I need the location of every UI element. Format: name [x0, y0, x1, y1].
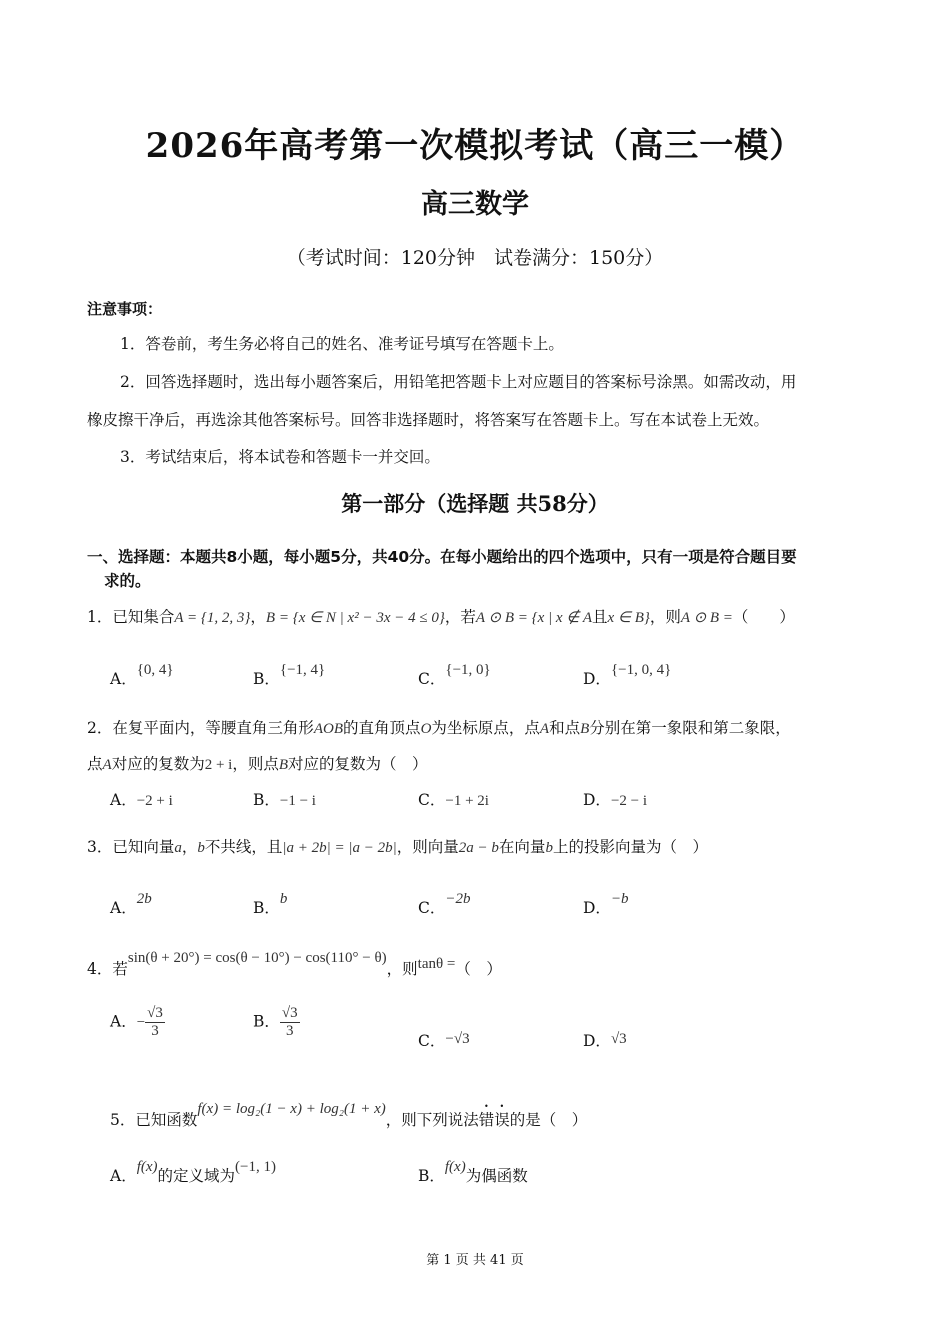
notice-item-2: 2．回答选择题时，选出每小题答案后，用铅笔把答题卡上对应题目的答案标号涂黑。如需改动，用: [120, 373, 797, 391]
exam-info: （考试时间：120分钟 试卷满分：150分）: [286, 247, 664, 269]
question-4: 4．若sin(θ + 20°) = cos(θ − 10°) − cos(110° − θ)，则tanθ =（ ）: [87, 950, 502, 978]
set-a: A = {1, 2, 3}: [174, 610, 251, 626]
q2-option-c: C．−1 + 2i: [418, 791, 489, 809]
notice-item-2-cont: 橡皮擦干净后，再选涂其他答案标号。回答非选择题时，将答案写在答题卡上。写在本试卷上无效。: [87, 411, 770, 429]
q5-option-b: B．f(x)为偶函数: [418, 1159, 528, 1185]
question-2: 2．在复平面内，等腰直角三角形AOB的直角顶点O为坐标原点，点A和点B分别在第一象限和第二象限，: [87, 719, 791, 737]
part-instructions-cont: 求的。: [104, 572, 151, 590]
q2-option-d: D．−2 − i: [583, 791, 648, 809]
subject-title: 高三数学: [421, 189, 529, 220]
q5-option-a: A．f(x)的定义域为(−1, 1): [110, 1159, 276, 1185]
q4-option-d: D．√3: [583, 1031, 627, 1050]
q3-option-b: B．b: [253, 891, 288, 917]
notice-item-1: 1．答卷前，考生务必将自己的姓名、准考证号填写在答题卡上。: [120, 335, 564, 353]
question-5: 5．已知函数f(x) = log₂(1 − x) + log₂(1 + x)，则下列说法错误的是（ ）: [110, 1101, 588, 1129]
q4-option-a: A．− $\frac{√3}{3}$: [110, 1005, 163, 1039]
q4-option-b: B． $\frac{√3}{3}$: [253, 1005, 298, 1039]
question-1: 1．已知集合A = {1, 2, 3}，B = {x ∈ N | x² − 3x − 4 ≤ 0}，若A ⊙ B = {x | x ∉ A且x ∈ B}，则A ⊙ B =（ ）: [87, 608, 795, 626]
question-3: 3．已知向量a，b不共线，且|a + 2b| = |a − 2b|，则向量2a − b在向量b上的投影向量为（ ）: [87, 838, 708, 856]
q3-option-a: A．2b: [110, 891, 152, 917]
notice-heading: 注意事项：: [87, 300, 163, 318]
set-b: B = {x ∈ N | x² − 3x − 4 ≤ 0}: [265, 610, 445, 626]
section-title: 第一部分（选择题 共58分）: [341, 491, 609, 516]
q1-option-c: C．{−1, 0}: [418, 662, 491, 688]
q3-option-c: C．−2b: [418, 891, 471, 917]
part-instructions: 一、选择题：本题共8小题，每小题5分，共40分。在每小题给出的四个选项中，只有一项是符合题目要: [87, 548, 797, 566]
page-footer: 第 1 页 共 41 页: [426, 1253, 524, 1268]
q1-option-a: A．{0, 4}: [110, 662, 174, 688]
notice-item-3: 3．考试结束后，将本试卷和答题卡一并交回。: [120, 448, 440, 466]
q3-option-d: D．−b: [583, 891, 629, 917]
exam-title: 2026年高考第一次模拟考试（高三一模）: [145, 126, 805, 166]
q1-option-d: D．{−1, 0, 4}: [583, 662, 672, 688]
q2-option-b: B．−1 − i: [253, 791, 316, 809]
q1-option-b: B．{−1, 4}: [253, 662, 326, 688]
question-2-cont: 点A对应的复数为2 + i，则点B对应的复数为（ ）: [87, 755, 428, 773]
q4-option-c: C．−√3: [418, 1031, 470, 1050]
q2-option-a: A．−2 + i: [110, 791, 173, 809]
